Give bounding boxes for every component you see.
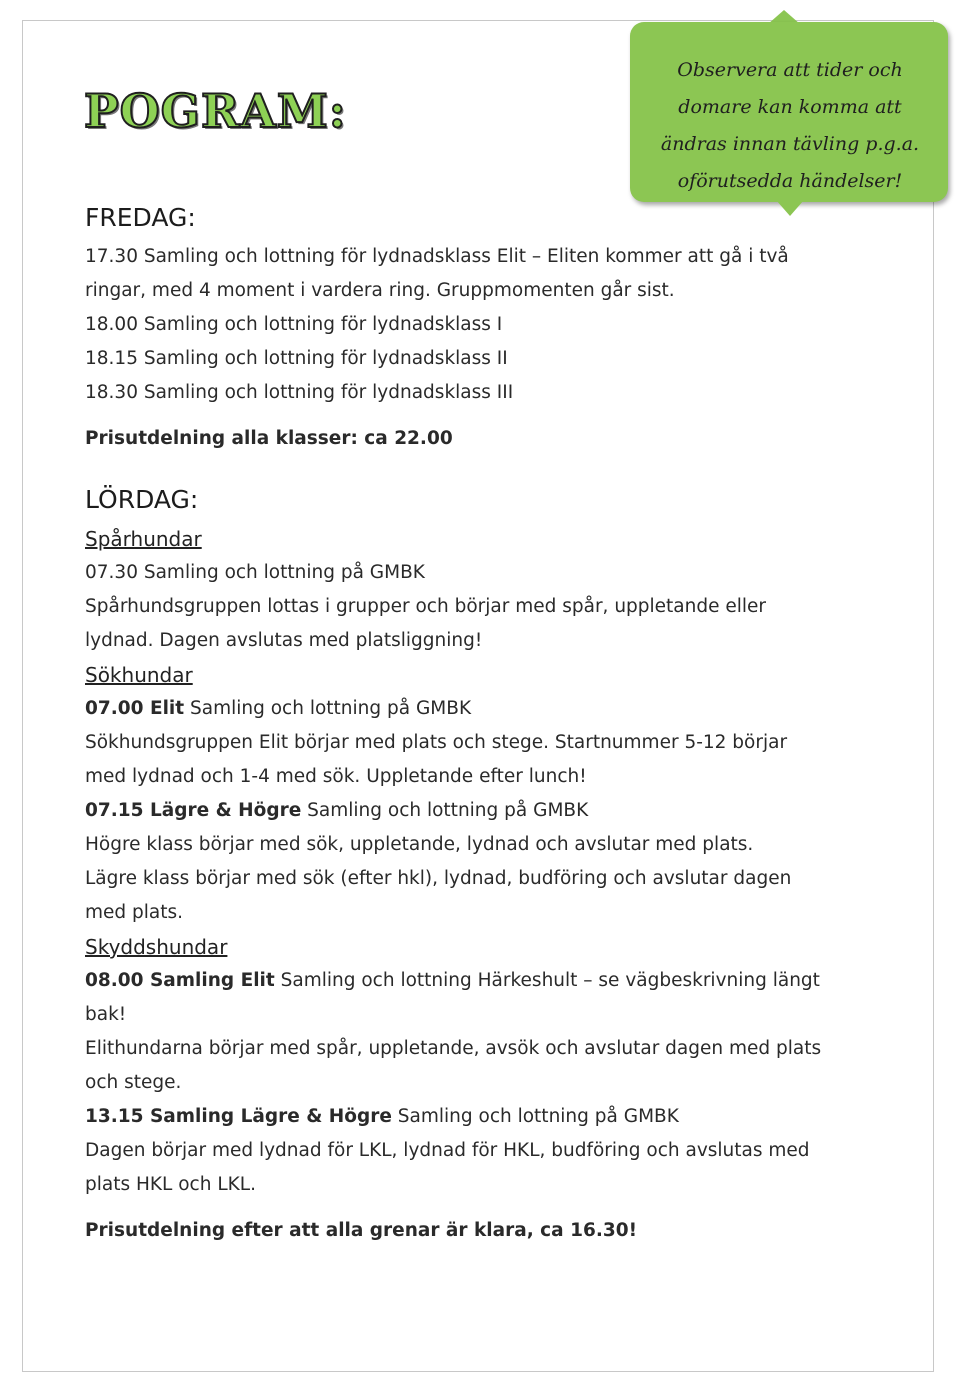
protection-line: och stege. [85,1072,182,1093]
search-line: Högre klass börjar med sök, uppletande, lydnad och avslutar med plats. [85,834,754,855]
friday-line: 18.30 Samling och lottning för lydnadsklass III [85,382,514,403]
notice-line: Observera att tider och [677,59,903,81]
protection-line: Dagen börjar med lydnad för LKL, lydnad för HKL, budföring och avslutas med [85,1140,810,1161]
page-title: POGRAM: [84,84,347,138]
tracking-line: Spårhundsgruppen lottas i grupper och börjar med spår, uppletande eller [85,596,767,617]
search-heading: Sökhundar [85,663,193,687]
tracking-heading: Spårhundar [85,527,202,551]
protection-entry [85,964,885,998]
search-entry [85,794,885,828]
search-line: Lägre klass börjar med sök (efter hkl), lydnad, budföring och avslutar dagen [85,868,792,889]
search-line: med plats. [85,902,184,923]
search-entry-time: 07.00 Elit [85,698,185,719]
friday-line: 18.00 Samling och lottning för lydnadsklass I [85,314,503,335]
notice-line: ändras innan tävling p.g.a. [660,133,920,155]
notice-line: oförutsedda händelser! [677,170,903,192]
tracking-line: 07.30 Samling och lottning på GMBK [85,562,425,583]
friday-heading: FREDAG: [85,203,196,232]
tracking-line: lydnad. Dagen avslutas med platsliggning! [85,630,483,651]
search-entry-time: 07.15 Lägre & Högre [85,800,302,821]
protection-entry [85,1100,885,1134]
search-entry-text: Samling och lottning på GMBK [184,698,472,719]
protection-entry-text: Samling och lottning på GMBK [391,1106,679,1127]
search-line: Sökhundsgruppen Elit börjar med plats och stege. Startnummer 5-12 börjar [85,732,788,753]
notice-line: domare kan komma att [678,96,902,118]
notice-text [650,52,930,200]
saturday-award: Prisutdelning efter att alla grenar är klara, ca 16.30! [85,1220,638,1241]
friday-award: Prisutdelning alla klasser: ca 22.00 [85,428,453,449]
protection-line: Elithundarna börjar med spår, uppletande, avsök och avslutar dagen med plats [85,1038,822,1059]
program-content [85,196,885,1248]
protection-heading: Skyddshundar [85,935,228,959]
protection-line: plats HKL och LKL. [85,1174,256,1195]
search-entry [85,692,885,726]
search-line: med lydnad och 1-4 med sök. Uppletande efter lunch! [85,766,587,787]
friday-line: 18.15 Samling och lottning för lydnadsklass II [85,348,508,369]
friday-line: 17.30 Samling och lottning för lydnadsklass Elit – Eliten kommer att gå i två [85,246,789,267]
friday-line: ringar, med 4 moment i vardera ring. Gruppmomenten går sist. [85,280,675,301]
protection-entry-time: 13.15 Samling Lägre & Högre [85,1106,392,1127]
search-entry-text: Samling och lottning på GMBK [301,800,589,821]
protection-line: bak! [85,1004,127,1025]
protection-entry-time: 08.00 Samling Elit [85,970,275,991]
protection-entry-text: Samling och lottning Härkeshult – se vägbeskrivning längt [274,970,820,991]
saturday-heading: LÖRDAG: [85,485,199,514]
